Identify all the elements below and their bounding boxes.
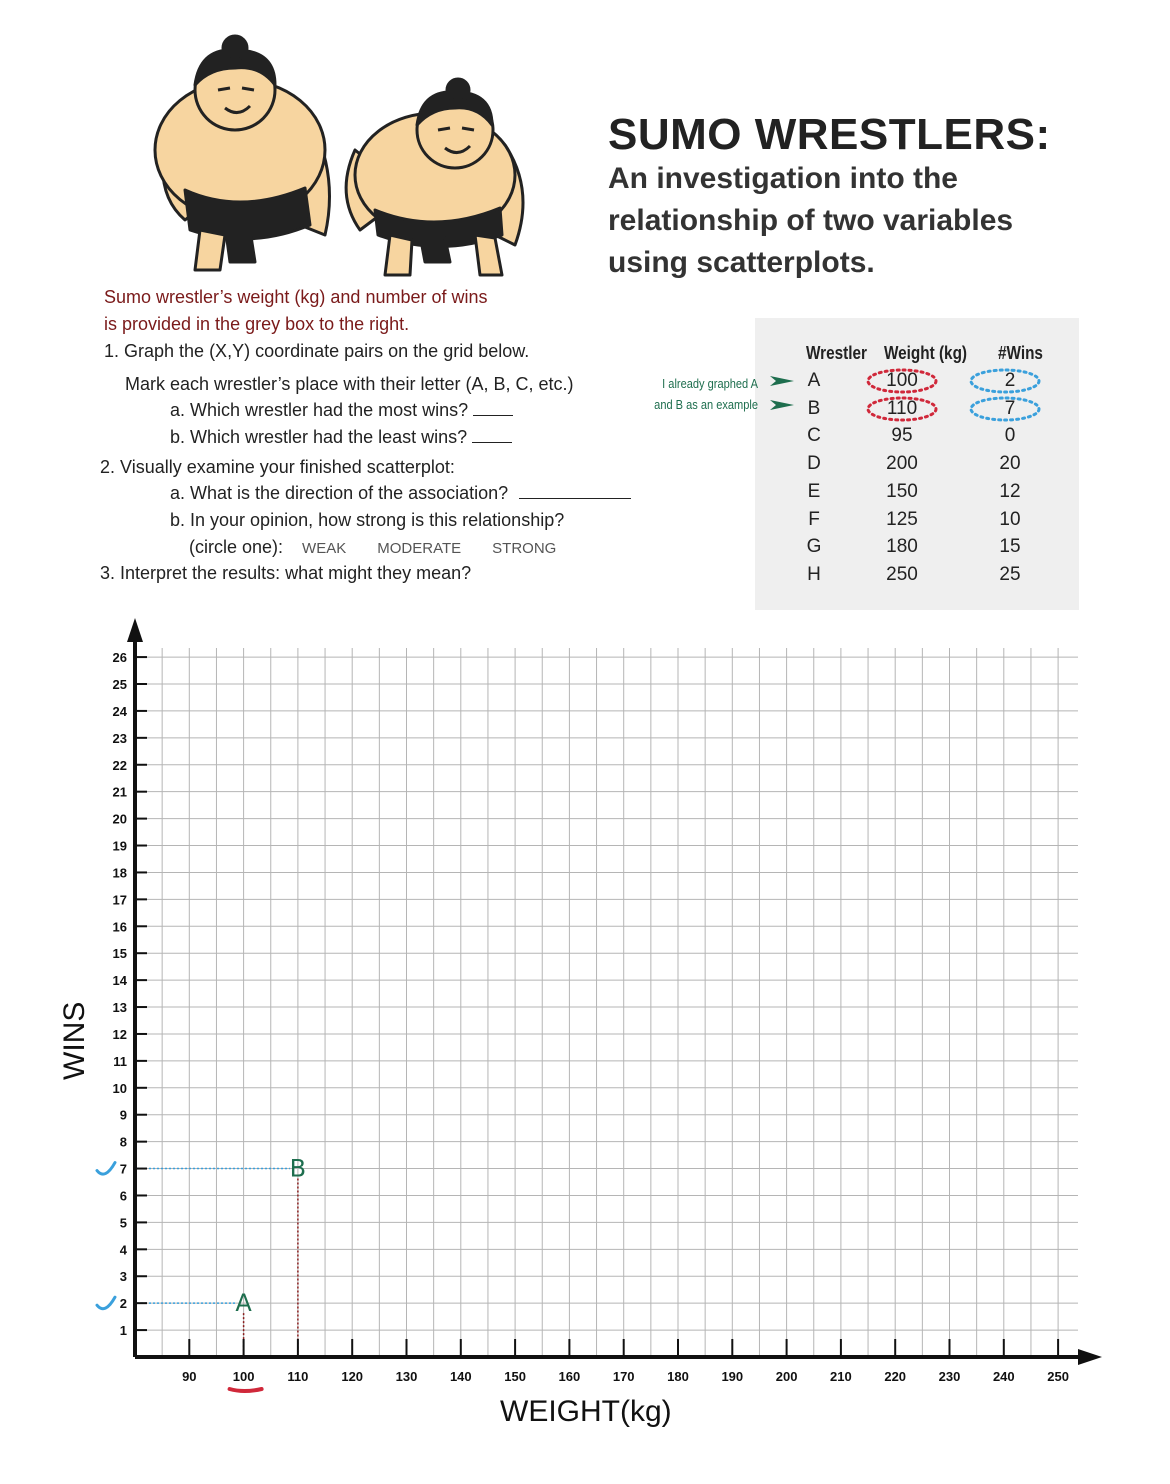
example-note-line-2: and B as an example	[654, 397, 758, 412]
question-1: 1. Graph the (X,Y) coordinate pairs on the grid below.	[104, 341, 530, 361]
blue-circle-wins-a	[971, 370, 1039, 392]
intro-line-2: is provided in the grey box to the right.	[104, 314, 410, 334]
x-tick-label: 200	[775, 1369, 798, 1384]
subtitle-line-1: An investigation into the	[608, 162, 958, 195]
x-tick-label: 120	[341, 1369, 364, 1384]
y-axis-arrow-icon	[127, 618, 143, 642]
red-circle-weight-a	[868, 370, 936, 392]
table-cell-wins: 20	[999, 453, 1021, 475]
intro-line-1: Sumo wrestler’s weight (kg) and number of wins	[104, 287, 488, 307]
question-1-instruction: Mark each wrestler’s place with their letter (A, B, C, etc.)	[125, 374, 574, 394]
question-1b-text: b. Which wrestler had the least wins?	[170, 427, 468, 447]
choice-moderate[interactable]: MODERATE	[377, 540, 462, 557]
table-cell-weight: 180	[886, 536, 918, 558]
question-1b	[170, 427, 512, 448]
x-axis-label: WEIGHT(kg)	[500, 1395, 672, 1428]
x-tick-label: 100	[232, 1369, 255, 1384]
x-tick-label: 210	[830, 1369, 852, 1384]
data-point-a: A	[235, 1289, 252, 1318]
y-value-mark-icon	[97, 1297, 115, 1309]
table-cell-wrestler: B	[807, 397, 821, 419]
table-cell-wrestler: H	[807, 563, 821, 585]
y-tick-label: 6	[119, 1188, 127, 1204]
x-tick-label: 250	[1047, 1369, 1069, 1384]
y-tick-label: 1	[119, 1323, 127, 1339]
subtitle-line-2: relationship of two variables	[608, 204, 1014, 237]
example-note-line-1: I already graphed A	[662, 376, 758, 391]
arrow-to-a-icon	[770, 376, 794, 386]
y-tick-label: 23	[112, 730, 127, 746]
x-tick-label: 230	[938, 1369, 961, 1384]
y-tick-label: 19	[112, 838, 127, 854]
y-tick-label: 2	[119, 1296, 127, 1312]
table-cell-wins: 15	[999, 536, 1021, 558]
table-cell-weight: 110	[886, 397, 918, 419]
question-3: 3. Interpret the results: what might they mean?	[100, 563, 472, 583]
table-cell-wrestler: F	[808, 508, 820, 530]
table-cell-weight: 200	[886, 453, 918, 475]
question-2: 2. Visually examine your finished scatterplot:	[100, 457, 455, 477]
table-cell-wrestler: E	[807, 480, 821, 502]
table-header-weight: Weight (kg)	[884, 343, 968, 363]
table-cell-wrestler: A	[807, 370, 821, 391]
highlight-marks	[860, 366, 1050, 428]
table-cell-wins: 10	[999, 508, 1021, 530]
question-2a	[170, 483, 631, 504]
y-tick-label: 20	[112, 811, 127, 827]
table-header-wrestler: Wrestler	[806, 343, 867, 363]
data-point-b: B	[289, 1154, 307, 1183]
circle-one-prompt: (circle one):	[189, 537, 284, 557]
table-cell-weight: 125	[886, 508, 918, 530]
answer-blank-1a[interactable]	[473, 401, 513, 416]
question-2b: b. In your opinion, how strong is this relationship?	[170, 510, 565, 530]
table-cell-wrestler: C	[807, 425, 821, 447]
y-tick-label: 4	[119, 1242, 127, 1258]
choice-strong[interactable]: STRONG	[492, 540, 557, 557]
x-value-underline-icon	[230, 1389, 262, 1391]
y-tick-label: 15	[112, 946, 127, 962]
page-title: SUMO WRESTLERS:	[608, 110, 1051, 159]
x-tick-label: 220	[884, 1369, 907, 1384]
y-tick-label: 14	[112, 973, 127, 989]
table-cell-wrestler: D	[807, 453, 821, 475]
y-tick-label: 21	[112, 784, 127, 800]
table-cell-wins: 2	[1004, 370, 1016, 391]
x-tick-label: 130	[395, 1369, 418, 1384]
question-2b-choices	[189, 537, 582, 558]
y-value-mark-icon	[97, 1163, 115, 1175]
red-circle-weight-b	[868, 398, 936, 420]
y-tick-label: 16	[112, 919, 127, 935]
table-cell-wins: 0	[1004, 425, 1016, 447]
y-tick-label: 18	[112, 865, 127, 881]
answer-blank-2a[interactable]	[519, 484, 631, 499]
x-tick-label: 240	[992, 1369, 1015, 1384]
blue-circle-wins-b	[971, 398, 1039, 420]
table-cell-wrestler: G	[806, 536, 822, 558]
y-tick-label: 8	[119, 1134, 127, 1150]
y-tick-label: 26	[112, 650, 127, 666]
x-tick-label: 110	[287, 1369, 309, 1384]
y-tick-label: 10	[112, 1080, 127, 1096]
x-tick-label: 170	[612, 1369, 635, 1384]
y-tick-label: 13	[112, 1000, 127, 1016]
table-cell-wins: 7	[1004, 397, 1016, 419]
y-tick-label: 9	[119, 1107, 127, 1123]
x-tick-label: 190	[721, 1369, 744, 1384]
subtitle-line-3: using scatterplots.	[608, 246, 875, 279]
table-cell-wins: 12	[999, 480, 1021, 502]
question-2a-text: a. What is the direction of the association?	[170, 483, 509, 503]
arrow-to-b-icon	[770, 400, 794, 410]
y-tick-label: 22	[112, 757, 127, 773]
table-cell-weight: 95	[891, 425, 913, 447]
x-tick-label: 150	[504, 1369, 526, 1384]
table-cell-wins: 25	[999, 563, 1021, 585]
question-1a	[170, 400, 513, 421]
x-tick-label: 140	[449, 1369, 472, 1384]
y-tick-label: 7	[119, 1161, 127, 1177]
y-tick-label: 25	[112, 677, 127, 692]
x-tick-label: 180	[667, 1369, 689, 1384]
y-tick-label: 12	[112, 1026, 127, 1042]
y-tick-label: 24	[112, 703, 127, 719]
table-header-wins: #Wins	[998, 343, 1043, 363]
question-1a-text: a. Which wrestler had the most wins?	[170, 400, 469, 420]
x-tick-label: 90	[182, 1369, 197, 1384]
y-tick-label: 17	[112, 892, 127, 908]
table-cell-weight: 150	[886, 480, 918, 502]
y-tick-label: 5	[119, 1215, 127, 1231]
sumo-wrestlers-illustration	[140, 30, 530, 280]
scatterplot-grid[interactable]	[0, 600, 1170, 1484]
y-axis-label: WINS	[58, 1001, 91, 1080]
x-axis-arrow-icon	[1078, 1349, 1102, 1365]
note-arrows	[768, 374, 798, 416]
x-tick-label: 160	[558, 1369, 581, 1384]
table-cell-weight: 100	[886, 370, 918, 391]
choice-weak[interactable]: WEAK	[302, 540, 347, 557]
table-cell-weight: 250	[886, 563, 918, 585]
y-tick-label: 11	[113, 1053, 127, 1069]
y-tick-label: 3	[119, 1269, 127, 1285]
answer-blank-1b[interactable]	[472, 428, 512, 443]
